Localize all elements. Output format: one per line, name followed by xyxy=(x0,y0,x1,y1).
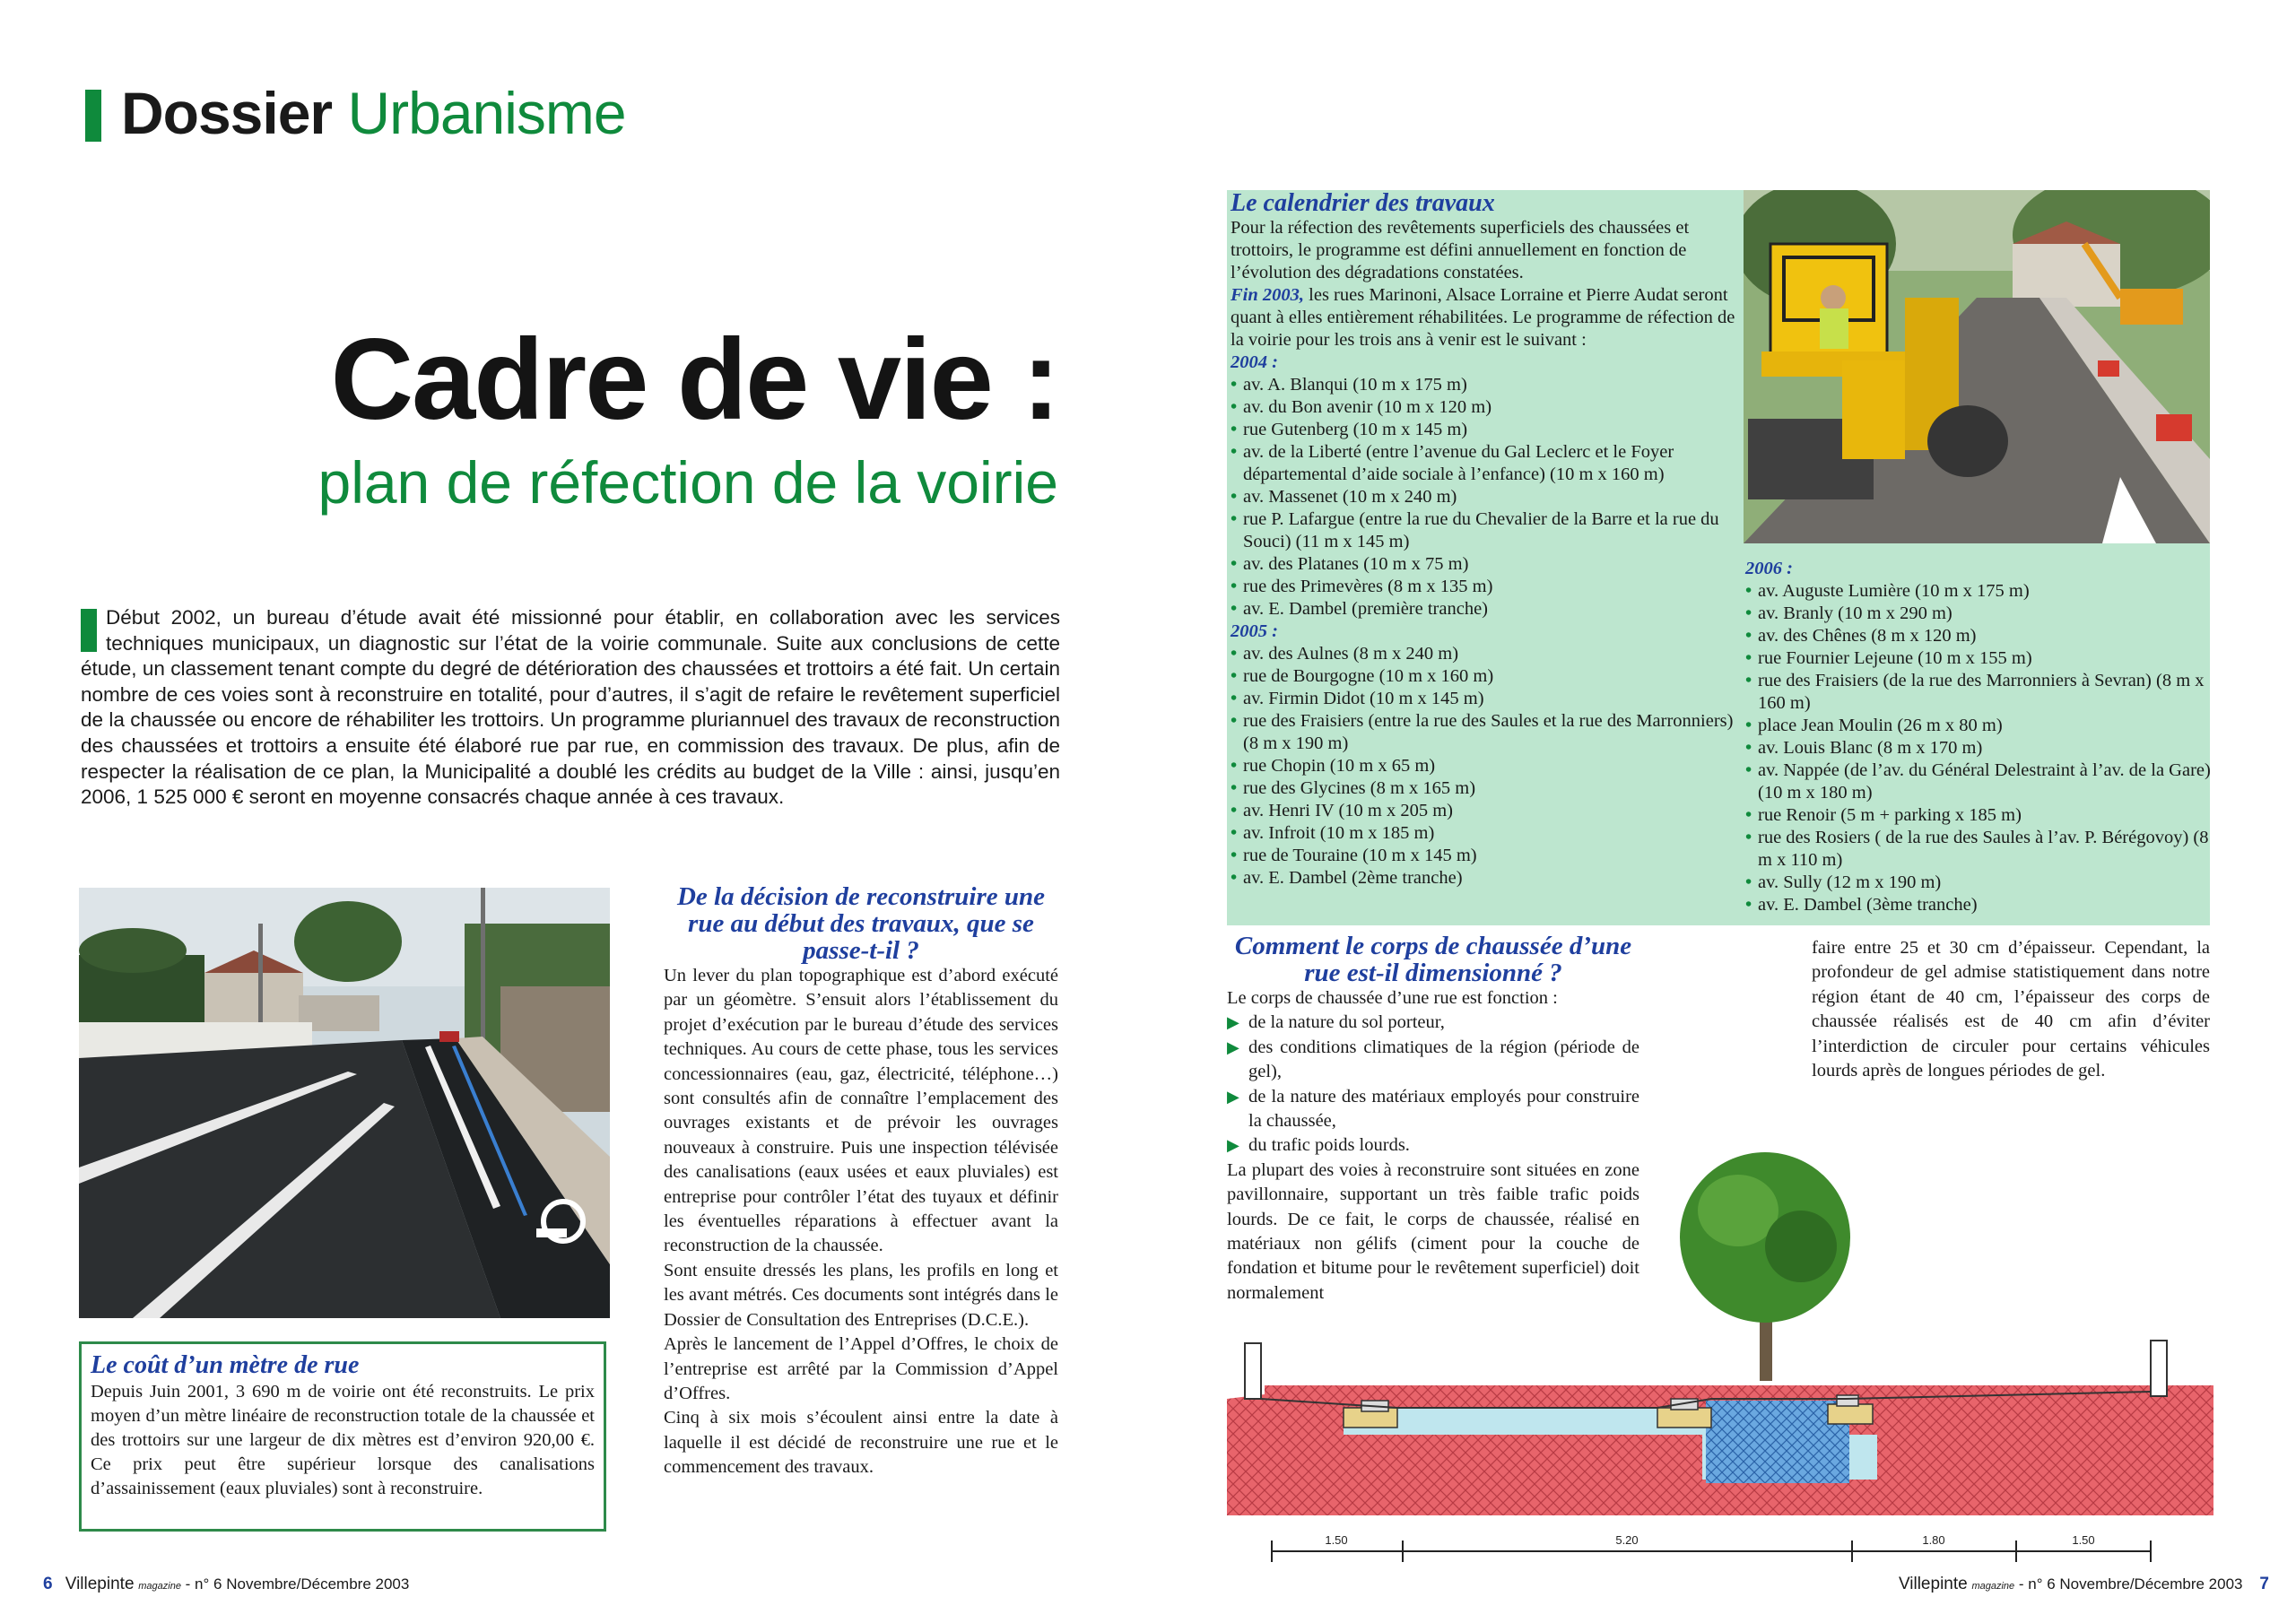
list-item: • av. E. Dambel (2ème tranche) xyxy=(1231,867,1742,890)
roadwork-photo-art xyxy=(1744,190,2210,543)
list-item-text: du trafic poids lourds. xyxy=(1248,1135,1410,1156)
list-item: • rue Gutenberg (10 m x 145 m) xyxy=(1231,419,1742,441)
list-item: • av. A. Blanqui (10 m x 175 m) xyxy=(1231,374,1742,396)
page-subtitle: plan de réfection de la voirie xyxy=(317,449,1058,516)
section-title-bold: Dossier xyxy=(121,80,333,146)
footer-issue: - n° 6 Novembre/Décembre 2003 xyxy=(2014,1575,2243,1593)
dim-label: 1.50 xyxy=(1325,1533,1348,1547)
list-item: • av. de la Liberté (entre l’avenue du Gal Leclerc et le Foyer départemental d’aide sociale à l’enfance) (10 m x 160 m) xyxy=(1231,441,1742,486)
footer-brand: Villepinte xyxy=(1898,1575,1968,1593)
arrow-right-icon: ▶ xyxy=(1227,1013,1239,1032)
calendar-fin2003 xyxy=(1231,284,1742,352)
chaussee-lead: Le corps de chaussée d’une rue est fonction : xyxy=(1227,988,1558,1008)
footer-left xyxy=(43,1575,409,1594)
list-item: • av. des Platanes (10 m x 75 m) xyxy=(1231,553,1742,576)
list-item: • rue P. Lafargue (entre la rue du Chevalier de la Barre et la rue du Souci) (11 m x 145 m) xyxy=(1231,508,1742,553)
list-2004 xyxy=(1231,374,1742,621)
chaussee-continuation: faire entre 25 et 30 cm d’épaisseur. Cependant, la profondeur de gel admise statistiquement dans notre région étant de 40 cm, l’épaisseur des corps de chaussée réalisés est de 40 cm afin d’éviter l’interdiction de circuler pour certains véhicules lourds après de longues périodes de gel. xyxy=(1812,938,2210,1081)
cost-box xyxy=(79,1341,606,1532)
list-item: • av. E. Dambel (3ème tranche) xyxy=(1745,894,2212,916)
footer-issue: - n° 6 Novembre/Décembre 2003 xyxy=(180,1575,410,1593)
list-item: • rue de Bourgogne (10 m x 160 m) xyxy=(1231,665,1742,688)
decision-paragraph: Un lever du plan topographique est d’abord exécuté par un géomètre. S’ensuit alors l’établissement du projet d’exécution par le bureau d’étude des services techniques. Au cours de cette phase, tous les services concessionnaires (eau, gaz, électricité, téléphone…) sont consultés afin de connaître l’emplacement des ouvrages existants et de prévoir les ouvrages nouveaux à construire. Puis une inspection télévisée des canalisations (eaux usées et eaux pluviales) est entreprise pour contrôler l’état des tuyaux et définir les éventuelles réparations à effectuer avant la reconstruction de la chaussée. xyxy=(664,966,1058,1256)
road-section-diagram xyxy=(1227,1139,2213,1569)
list-item: • av. des Chênes (8 m x 120 m) xyxy=(1745,625,2212,647)
list-item: • place Jean Moulin (26 m x 80 m) xyxy=(1745,715,2212,737)
decision-paragraph: Sont ensuite dressés les plans, les profils en long et les avant métrés. Ces documents sont intégrés dans le Dossier de Consultation des Entreprises (D.C.E.). xyxy=(664,1260,1058,1330)
footer-right xyxy=(1899,1575,2269,1594)
footer-brand: Villepinte xyxy=(65,1575,135,1593)
list-2005 xyxy=(1231,643,1742,890)
arrow-right-icon: ▶ xyxy=(1227,1087,1239,1106)
cost-heading: Le coût d’un mètre de rue xyxy=(91,1351,360,1379)
street-photo xyxy=(79,888,610,1318)
chaussee-list xyxy=(1227,1011,1639,1158)
year-2005-label: 2005 : xyxy=(1231,621,1278,641)
list-item: • rue des Fraisiers (de la rue des Marronniers à Sevran) (8 m x 160 m) xyxy=(1745,670,2212,715)
list-item: • rue des Fraisiers (entre la rue des Saules et la rue des Marronniers) (8 m x 190 m) xyxy=(1231,710,1742,755)
decision-paragraph: Après le lancement de l’Appel d’Offres, le choix de l’entreprise est arrêté par la Commission d’Appel d’Offres. xyxy=(664,1334,1058,1403)
list-item-text: de la nature du sol porteur, xyxy=(1248,1012,1445,1033)
list-item: • av. Branly (10 m x 290 m) xyxy=(1745,603,2212,625)
dim-label: 5.20 xyxy=(1615,1533,1639,1547)
calendar-left xyxy=(1231,190,1742,890)
list-item: • av. E. Dambel (première tranche) xyxy=(1231,598,1742,621)
dim-label: 1.50 xyxy=(2072,1533,2095,1547)
list-item: • av. des Aulnes (8 m x 240 m) xyxy=(1231,643,1742,665)
decision-column xyxy=(664,883,1058,1480)
list-item: • rue des Rosiers ( de la rue des Saules à l’av. P. Bérégovoy) (8 m x 110 m) xyxy=(1745,827,2212,872)
list-item: • av. Louis Blanc (8 m x 170 m) xyxy=(1745,737,2212,759)
list-item: • av. Henri IV (10 m x 205 m) xyxy=(1231,800,1742,822)
list-item: • av. Firmin Didot (10 m x 145 m) xyxy=(1231,688,1742,710)
arrow-right-icon: ▶ xyxy=(1227,1136,1239,1155)
cost-text: Depuis Juin 2001, 3 690 m de voirie ont été reconstruits. Le prix moyen d’un mètre linéaire de reconstruction totale de la chaussée et des trottoirs sur une largeur de dix mètres est d’environ 920,00 €. Ce prix peut être supérieur lorsque des canalisations d’assainissement (eaux pluviales) sont à reconstruire. xyxy=(91,1382,595,1498)
fin2003-text: les rues Marinoni, Alsace Lorraine et Pierre Audat seront quant à elles entièrement réhabilitées. Le programme de réfection de la voirie pour les trois ans à venir est le suivant : xyxy=(1231,285,1735,350)
list-item: • rue Chopin (10 m x 65 m) xyxy=(1231,755,1742,777)
section-title-light: Urbanisme xyxy=(347,80,626,146)
intro-paragraph xyxy=(81,605,1060,811)
calendar-heading: Le calendrier des travaux xyxy=(1231,189,1495,217)
list-item: • av. Auguste Lumière (10 m x 175 m) xyxy=(1745,580,2212,603)
list-item: • rue Fournier Lejeune (10 m x 155 m) xyxy=(1745,647,2212,670)
list-item: • rue de Touraine (10 m x 145 m) xyxy=(1231,845,1742,867)
page-title: Cadre de vie : xyxy=(330,316,1058,444)
section-title xyxy=(121,79,626,147)
chaussee-heading: Comment le corps de chaussée d’une rue est-il dimensionné ? xyxy=(1234,932,1632,987)
arrow-right-icon: ▶ xyxy=(1227,1037,1239,1056)
calendar-right xyxy=(1745,558,2212,916)
list-item: • av. Sully (12 m x 190 m) xyxy=(1745,872,2212,894)
road-section-art xyxy=(1227,1139,2213,1569)
footer-mag: magazine xyxy=(1971,1581,2015,1592)
page-number-left: 6 xyxy=(43,1575,53,1593)
street-photo-art xyxy=(79,888,610,1318)
list-item: • av. du Bon avenir (10 m x 120 m) xyxy=(1231,396,1742,419)
year-2004-label: 2004 : xyxy=(1231,352,1278,372)
fin2003-label: Fin 2003, xyxy=(1231,285,1305,305)
list-item: • av. Massenet (10 m x 240 m) xyxy=(1231,486,1742,508)
roadwork-photo xyxy=(1744,190,2210,543)
list-item xyxy=(1227,1085,1639,1134)
list-item: • rue Renoir (5 m + parking x 185 m) xyxy=(1745,804,2212,827)
year-2006-label: 2006 : xyxy=(1745,559,1793,578)
list-item: • av. Nappée (de l’av. du Général Delestraint à l’av. de la Gare) (10 m x 180 m) xyxy=(1745,759,2212,804)
list-item xyxy=(1227,1011,1639,1035)
chaussee-text: La plupart des voies à reconstruire sont situées en zone pavillonnaire, supportant un très faible trafic poids lourds. De ce fait, le corps de chaussée, réalisé en matériaux non gélifs (ciment pour la couche de fondation et bitume pour le revêtement superficiel) doit normalement xyxy=(1227,1159,1639,1303)
intro-mark xyxy=(81,609,97,652)
intro-text: Début 2002, un bureau d’étude avait été missionné pour établir, en collaboration avec les services techniques municipaux, un diagnostic sur l’état de la voirie communale. Suite aux conclusions de cette étude, un classement tenant compte du degré de détérioration des chaussées et trottoirs a été fait. Un certain nombre de ces voies sont à reconstruire en totalité, pour d’autres, il s’agit de refaire le revêtement superficiel de la chaussée ou encore de réhabiliter les trottoirs. Un programme pluriannuel des travaux de reconstruction des chaussées et trottoirs a ensuite été élaboré rue par rue, en commission des travaux. De plus, afin de respecter la réalisation de ce plan, la Municipalité a doublé les crédits au budget de la Ville : ainsi, jusqu’en 2006, 1 525 000 € seront en moyenne consacrés chaque année à ces travaux. xyxy=(81,606,1060,809)
decision-heading: De la décision de reconstruire une rue au début des travaux, que se passe-t-il ? xyxy=(676,882,1046,965)
decision-paragraph: Cinq à six mois s’écoulent ainsi entre la date à laquelle il est décidé de reconstruire une rue et le commencement des travaux. xyxy=(664,1408,1058,1478)
list-item: • rue des Glycines (8 m x 165 m) xyxy=(1231,777,1742,800)
list-item: • rue des Primevères (8 m x 135 m) xyxy=(1231,576,1742,598)
dim-label: 1.80 xyxy=(1922,1533,1945,1547)
page-number-right: 7 xyxy=(2259,1575,2269,1593)
list-item-text: de la nature des matériaux employés pour construire la chaussée, xyxy=(1248,1086,1639,1132)
footer-mag: magazine xyxy=(138,1581,181,1592)
list-item-text: des conditions climatiques de la région (période de gel), xyxy=(1248,1037,1639,1082)
list-item xyxy=(1227,1036,1639,1085)
section-bar xyxy=(85,90,101,142)
calendar-intro: Pour la réfection des revêtements superficiels des chaussées et trottoirs, le programme est défini annuellement en fonction de l’évolution des dégradations constatées. xyxy=(1231,218,1690,282)
list-2006 xyxy=(1745,580,2212,916)
list-item: • av. Infroit (10 m x 185 m) xyxy=(1231,822,1742,845)
